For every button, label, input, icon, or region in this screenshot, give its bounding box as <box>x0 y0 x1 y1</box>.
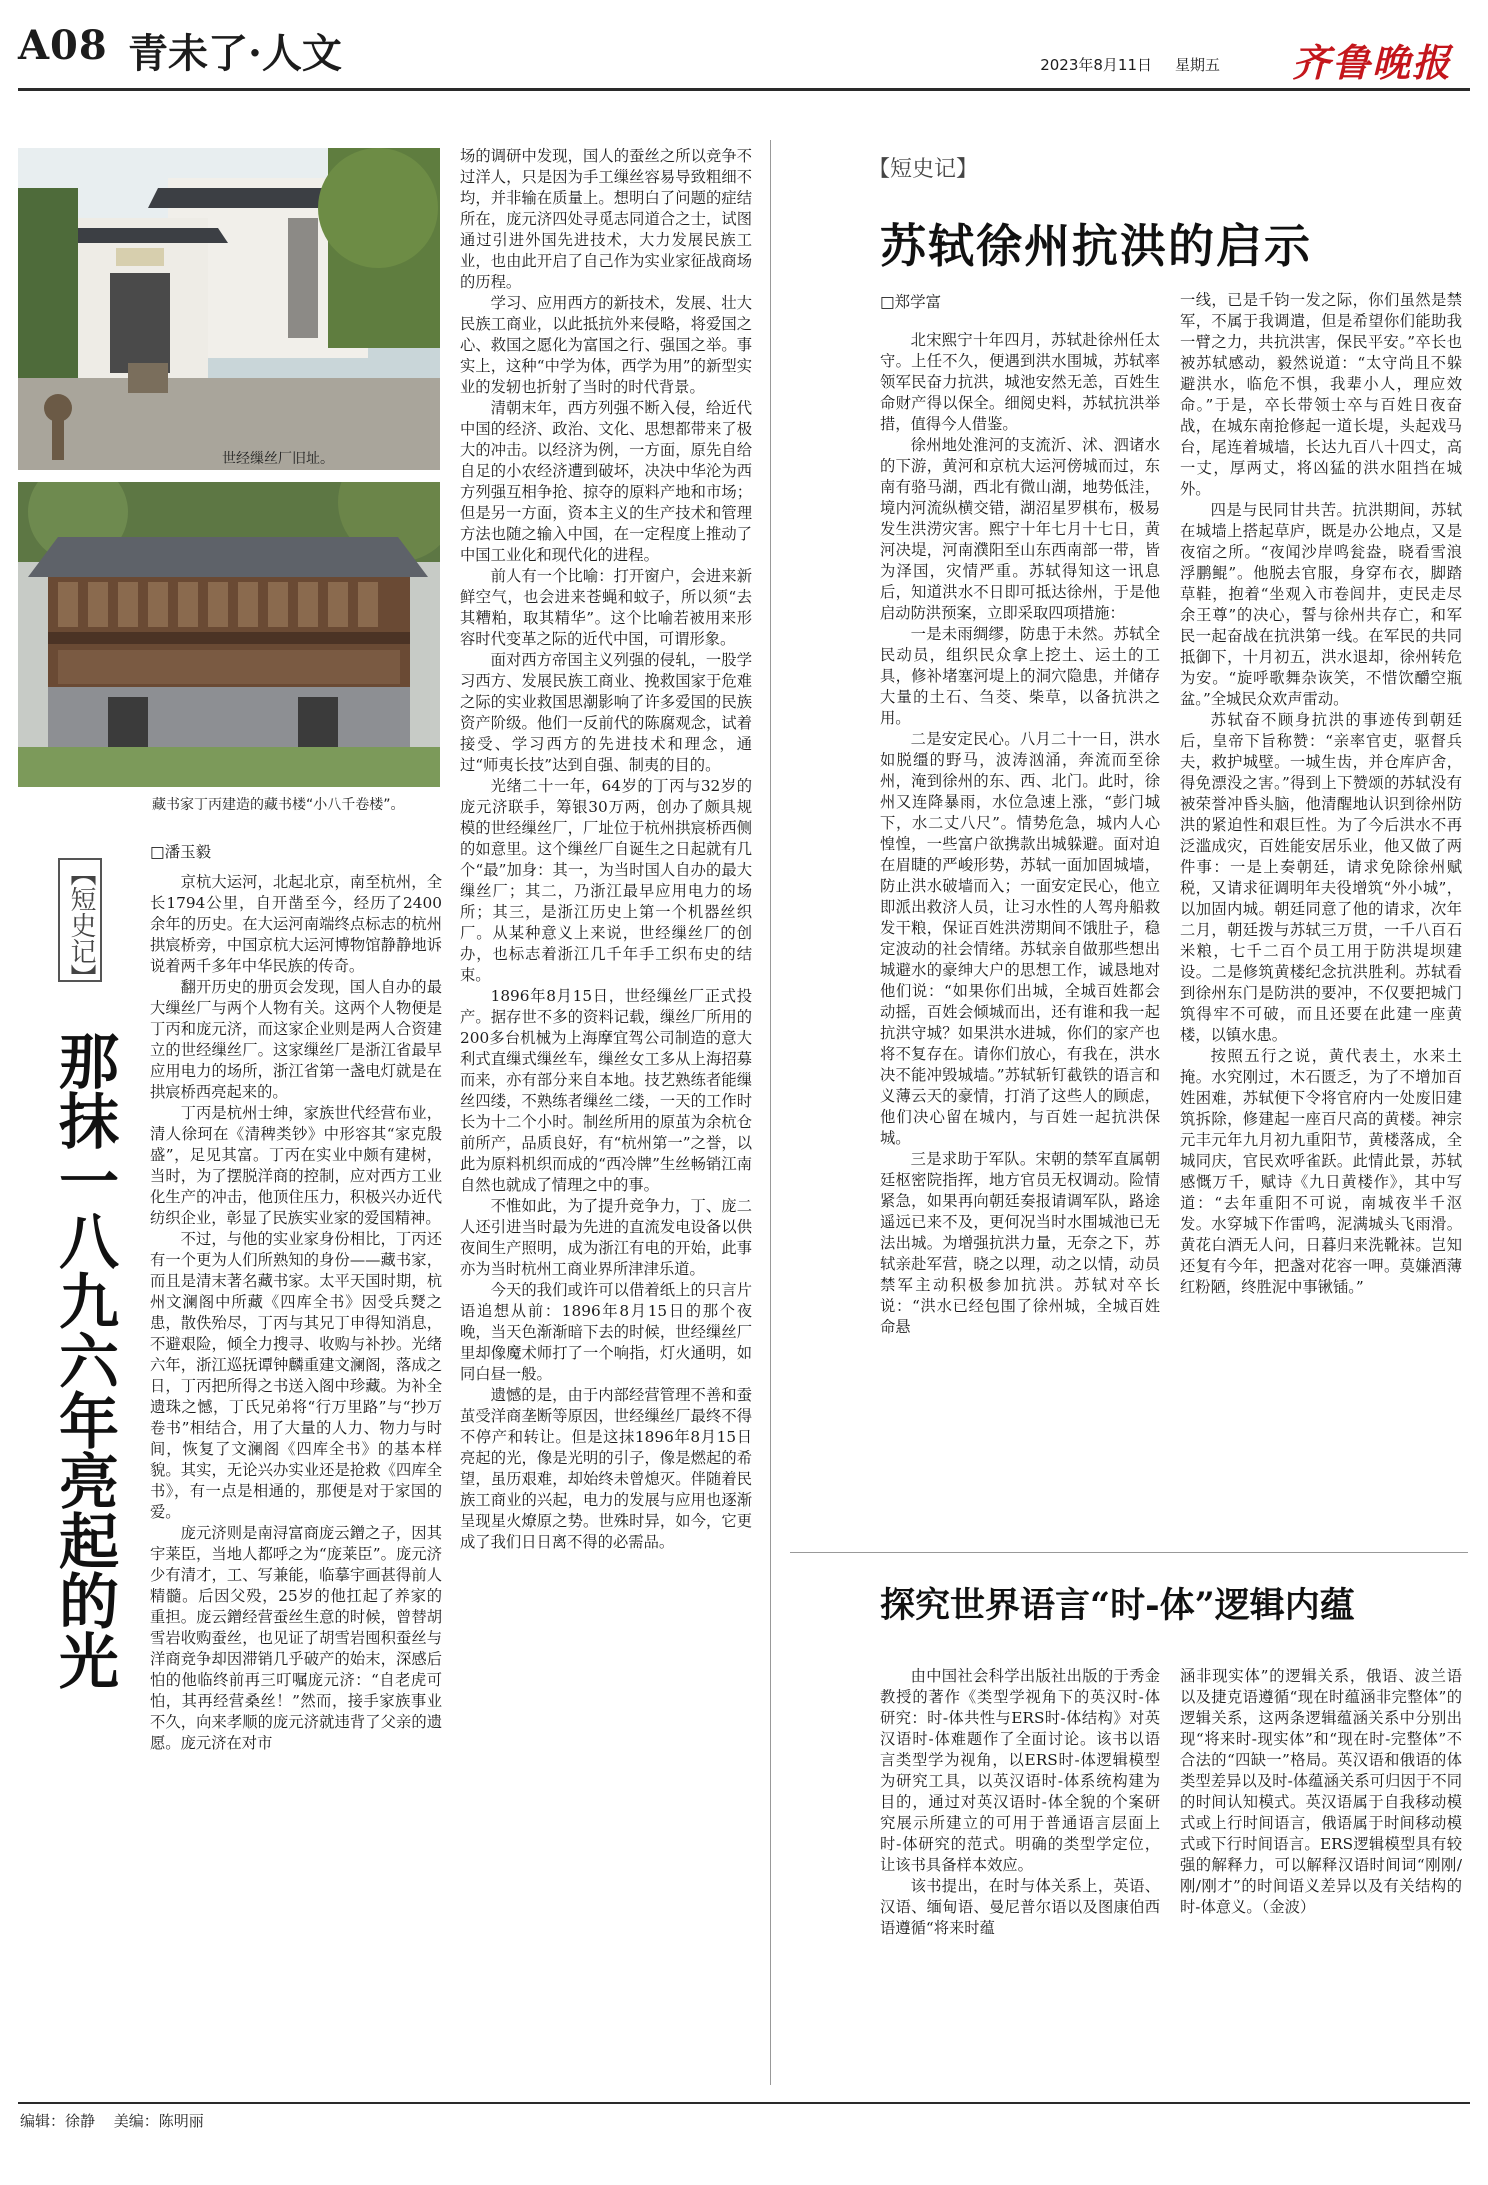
paragraph: 光绪二十一年，64岁的丁丙与32岁的庞元济联手，筹银30万两，创办了颇具规模的世经缫丝厂，厂址位于杭州拱宸桥西侧的如意里。这个缫丝厂自诞生之日起就有几个“最”加身：其一，为当时国人自办的最大缫丝厂；其二，乃浙江最早应用电力的场所；其三，是浙江历史上第一个机器丝织厂。从某种意义上来说，世经缫丝厂的创办，也标志着浙江几千年手工织布史的结束。 <box>460 777 752 984</box>
paragraph: 清朝末年，西方列强不断入侵，给近代中国的经济、政治、文化、思想都带来了极大的冲击。以经济为例，一方面，原先自给自足的小农经济遭到破坏，决决中华沦为西方列强互相争抢、掠夺的原料产地和市场；但是另一方面，资本主义的生产技术和管理方法也随之输入中国，在一定程度上推动了中国工业化和现代化的进程。 <box>460 399 752 564</box>
paragraph: 遗憾的是，由于内部经营管理不善和蚕茧受洋商垄断等原因，世经缫丝厂最终不得不停产和转让。但是这抹1896年8月15日亮起的光，像是光明的引子，像是燃起的希望，虽历艰难，却始终未曾熄灭。伴随着民族工商业的兴起，电力的发展与应用也逐渐呈现星火燎原之势。世殊时异，如今，它更成了我们日日离不得的必需品。 <box>460 1386 752 1551</box>
newspaper-masthead: 齐鲁晚报 <box>1291 40 1452 85</box>
right-article1-title: 苏轼徐州抗洪的启示 <box>880 219 1312 273</box>
paragraph: 1896年8月15日，世经缫丝厂正式投产。据存世不多的资料记载，缫丝厂所用的200多台机械为上海摩宜驾公司制造的意大利式直缫式缫丝车，缫丝女工多从上海招募而来，亦有部分来自本地。技艺熟练者能缫丝四缕，不熟练者缫丝二缕，一天的工作时长为十二个小时。制丝所用的原茧为余杭仓前所产，品质良好，有“杭州第一”之誉，以此为原料机织而成的“西冷牌”生丝畅销江南自然也就成了情理之中的事。 <box>460 987 752 1194</box>
right-article2-col2 <box>1180 1666 1462 2086</box>
right-section-label: 【短史记】 <box>868 157 979 182</box>
header-rule <box>18 88 1470 91</box>
paragraph: 该书提出，在时与体关系上，英语、汉语、缅甸语、曼尼普尔语以及图康伯西语遵循“将来时蕴 <box>880 1877 1160 1937</box>
paragraph: 三是求助于军队。宋朝的禁军直属朝廷枢密院指挥，地方官员无权调动。险情紧急，如果再向朝廷奏报请调军队，路途遥远已来不及，更何况当时水围城池已无法出城。为增强抗洪力量，无奈之下，苏轼亲赴军营，晓之以理，动之以情，动员禁军主动积极参加抗洪。苏轼对卒长说：“洪水已经包围了徐州城，全城百姓命悬 <box>880 1150 1160 1336</box>
paragraph: 场的调研中发现，国人的蚕丝之所以竞争不过洋人，只是因为手工缫丝容易导致粗细不均，并非输在质量上。想明白了问题的症结所在，庞元济四处寻觅志同道合之士，试图通过引进外国先进技术，大力发展民族工业，也由此开启了自己作为实业家征战商场的历程。 <box>460 147 752 291</box>
page-footer <box>20 2110 218 2131</box>
left-article-byline: □潘玉毅 <box>150 843 212 861</box>
paragraph: 按照五行之说，黄代表土，水来土掩。水究刚过，木石匮乏，为了不增加百姓困难，苏轼便下令将官府内一处废旧建筑拆除，修建起一座百尺高的黄楼。神宗元丰元年九月初九重阳节，黄楼落成，全城同庆，官民欢呼雀跃。此情此景，苏轼感慨万千，赋诗《九日黄楼作》，其中写道：“去年重阳不可说，南城夜半千沤发。水穿城下作雷鸣，泥满城头飞雨滑。黄花白酒无人问，日暮归来洗靴袜。岂知还复有今年，把盏对花容一呷。莫嫌酒薄红粉陋，终胜泥中事锹锸。” <box>1180 1047 1462 1296</box>
paragraph: 北宋熙宁十年四月，苏轼赴徐州任太守。上任不久，便遇到洪水围城，苏轼率领军民奋力抗洪，城池安然无恙，百姓生命财产得以保全。细阅史料，苏轼抗洪举措，值得今人借鉴。 <box>880 331 1160 433</box>
page-header <box>18 18 1470 88</box>
paragraph: 今天的我们或许可以借着纸上的只言片语追想从前：1896年8月15日的那个夜晚，当天色渐渐暗下去的时候，世经缫丝厂里却像魔术师打了一个响指，灯火通明，如同白昼一般。 <box>460 1281 752 1383</box>
photo1-caption: 世经缫丝厂旧址。 <box>222 451 334 467</box>
column-divider <box>770 140 771 2085</box>
page-number: A08 <box>18 22 108 69</box>
factory-site-photo <box>18 148 440 470</box>
right-article2-title: 探究世界语言“时-体”逻辑内蕴 <box>880 1585 1355 1626</box>
left-article-title: 那抹一八九六年亮起的光 <box>49 1030 119 1690</box>
issue-weekday: 星期五 <box>1174 56 1220 74</box>
paragraph: 前人有一个比喻：打开窗户，会进来新鲜空气，也会进来苍蝇和蚊子，所以须“去其糟粕，取其精华”。这个比喻若被用来形容时代变革之际的近代中国，可谓形象。 <box>460 567 752 648</box>
paragraph: 京杭大运河，北起北京，南至杭州，全长1794公里，自开凿至今，经历了2400余年的历史。在大运河南端终点标志的杭州拱宸桥旁，中国京杭大运河博物馆静静地诉说着两千多年中华民族的传奇。 <box>150 873 442 975</box>
section-title: 青未了·人文 <box>128 30 342 77</box>
library-building-photo <box>18 482 440 787</box>
paragraph: 一线，已是千钧一发之际，你们虽然是禁军，不属于我调遣，但是希望你们能助我一臂之力，共抗洪害，保民平安。”卒长也被苏轼感动，毅然说道：“太守尚且不躲避洪水，临危不惧，我辈小人，理应效命。”于是，卒长带领士卒与百姓日夜奋战，在城东南抢修起一道长堤，头起戏马台，尾连着城墙，长达九百八十四丈，高一丈，厚两丈，将凶猛的洪水阻挡在城外。 <box>1180 291 1462 498</box>
photo2-caption: 藏书家丁丙建造的藏书楼“小八千卷楼”。 <box>152 797 405 813</box>
right-article1-byline: □郑学富 <box>880 293 942 311</box>
paragraph: 不惟如此，为了提升竞争力，丁、庞二人还引进当时最为先进的直流发电设备以供夜间生产照明，成为浙江有电的开始，此事亦为当时杭州工商业界所津津乐道。 <box>460 1197 752 1278</box>
paragraph: 面对西方帝国主义列强的侵轧，一股学习西方、发展民族工商业、挽救国家于危难之际的实业救国思潮影响了许多爱国的民族资产阶级。他们一反前代的陈腐观念，试着接受、学习西方的先进技术和理念，通过“师夷长技”达到自强、制夷的目的。 <box>460 651 752 774</box>
paragraph: 翻开历史的册页会发现，国人自办的最大缫丝厂与两个人物有关。这两个人物便是丁丙和庞元济，而这家企业则是两人合资建立的世经缫丝厂。这家缫丝厂是浙江省最早应用电力的场所，浙江省第一盏电灯就是在拱宸桥西亮起来的。 <box>150 978 442 1101</box>
paragraph: 一是未雨绸缪，防患于未然。苏轼全民动员，组织民众拿上挖土、运土的工具，修补堵塞河堤上的洞穴隐患，并储存大量的土石、刍茭、柴草，以备抗洪之用。 <box>880 625 1160 727</box>
paragraph: 四是与民同甘共苦。抗洪期间，苏轼在城墙上搭起草庐，既是办公地点，又是夜宿之所。“夜闻沙岸鸣瓮盎，晓看雪浪浮鹏鲲”。他脱去官服，身穿布衣，脚踏草鞋，抱着“坐观入市卷闾井，吏民走尽余王尊”的决心，誓与徐州共存亡，和军民一起奋战在抗洪第一线。在军民的共同抵御下，十月初五，洪水退却，徐州转危为安。“旋呼歌舞杂诙笑，不惜饮釂空瓶盆。”全城民众欢声雷动。 <box>1180 501 1462 708</box>
right-article1-col1 <box>880 330 1160 1535</box>
paragraph: 苏轼奋不顾身抗洪的事迹传到朝廷后，皇帝下旨称赞：“亲率官吏，驱督兵夫，救护城壁。一城生齿，并仓库庐舍，得免漂没之害。”得到上下赞颂的苏轼没有被荣誉冲昏头脑，他清醒地认识到徐州防洪的紧迫性和艰巨性。为了今后洪水不再泛滥成灾，百姓能安居乐业，他又做了两件事：一是上奏朝廷，请求免除徐州赋税，又请求征调明年夫役增筑“外小城”，以加固内城。朝廷同意了他的请求，次年二月，朝廷拨与苏轼三万贯，一千八百石米粮，七千二百个员工用于防洪堤坝建设。二是修筑黄楼纪念抗洪胜利。苏轼看到徐州东门是防洪的要冲，不仅要把城门筑得牢不可破，而且还要在此建一座黄楼，以镇水患。 <box>1180 711 1462 1044</box>
right-article2-col1 <box>880 1666 1160 2086</box>
footer-rule <box>18 2102 1470 2104</box>
paragraph: 丁丙是杭州士绅，家族世代经营布业，清人徐珂在《清稗类钞》中形容其“家克殷盛”，足见其富。丁丙在实业中颇有建树，当时，为了摆脱洋商的控制，应对西方工业化生产的冲击，他顶住压力，积极兴办近代纺织企业，彰显了民族实业家的爱国精神。 <box>150 1104 442 1227</box>
paragraph: 学习、应用西方的新技术，发展、壮大民族工商业，以此抵抗外来侵略，将爱国之心、救国之愿化为富国之行、强国之举。事实上，这种“中学为体，西学为用”的新型实业的发轫也折射了当时的时代背景。 <box>460 294 752 396</box>
editor-credit: 编辑：徐静 <box>20 2112 96 2130</box>
paragraph: 二是安定民心。八月二十一日，洪水如脱缰的野马，波涛汹涌，奔流而至徐州，淹到徐州的东、西、北门。此时，徐州又连降暴雨，水位急速上涨，“彭门城下，水二丈八尺”。情势危急，城内人心惶惶，一些富户欲携款出城躲避。面对迫在眉睫的严峻形势，苏轼一面加固城墙，防止洪水破墙而入；一面安定民心，他立即派出救济人员，让习水性的人驾舟船救发干粮，保证百姓洪涝期间不饿肚子，稳定波动的社会情绪。苏轼亲自做那些想出城避水的豪绅大户的思想工作，诚恳地对他们说：“如果你们出城，全城百姓都会动摇，百姓会倾城而出，还有谁和我一起抗洪守城？如果洪水进城，你们的家产也将不复存在。请你们放心，有我在，洪水决不能冲毁城墙。”苏轼斩钉截铁的语言和义薄云天的豪情，打消了这些人的顾虑，他们决心留在城内，与百姓一起抗洪保城。 <box>880 730 1160 1147</box>
article-divider <box>790 1552 1468 1553</box>
left-article-col1 <box>150 872 442 2080</box>
issue-date: 2023年8月11日 <box>1040 56 1152 74</box>
left-article-col2 <box>460 146 752 2084</box>
left-section-label: 【短史记】 <box>58 858 102 982</box>
paragraph: 庞元济则是南浔富商庞云鏳之子，因其宇莱臣，当地人都呼之为“庞莱臣”。庞元济少有清才，工、写兼能，临摹宇画甚得前人精髓。后因父殁，25岁的他扛起了养家的重担。庞云鏳经营蚕丝生意的时候，曾替胡雪岩收购蚕丝，也见证了胡雪岩囤积蚕丝与洋商竞争却因滞销几乎破产的始末，深感后怕的他临终前再三叮嘱庞元济：“自老虎可怕，其再经营桑丝！”然而，接手家族事业不久，向来孝顺的庞元济就违背了父亲的遗愿。庞元济在对市 <box>150 1524 442 1752</box>
paragraph: 涵非现实体”的逻辑关系，俄语、波兰语以及捷克语遵循“现在时蕴涵非完整体”的逻辑关系，这两条逻辑蕴涵关系中分别出现“将来时-现实体”和“现在时-完整体”不合法的“四缺一”格局。英汉语和俄语的体类型差异以及时-体蕴涵关系可归因于不同的时间认知模式。英汉语属于自我移动模式或上行时间语言，俄语属于时间移动模式或下行时间语言。ERS逻辑模型具有较强的解释力，可以解释汉语时间词“刚刚/刚/刚才”的时间语义差异以及有关结构的时-体意义。（金波） <box>1180 1667 1462 1916</box>
paragraph: 不过，与他的实业家身份相比，丁丙还有一个更为人们所熟知的身份——藏书家，而且是清末著名藏书家。太平天国时期，杭州文澜阁中所藏《四库全书》因受兵燹之患，散佚殆尽，丁丙与其兄丁申得知消息，不避艰险，倾全力搜寻、收购与补抄。光绪六年，浙江巡抚谭钟麟重建文澜阁，落成之日，丁丙把所得之书送入阁中珍藏。为补全遗珠之憾，丁氏兄弟将“行万里路”与“抄万卷书”相结合，用了大量的人力、物力与时间，恢复了文澜阁《四库全书》的基本样貌。其实，无论兴办实业还是抢救《四库全书》，有一点是相通的，那便是对于家国的爱。 <box>150 1230 442 1521</box>
right-article1-col2 <box>1180 290 1462 1535</box>
paragraph: 徐州地处淮河的支流沂、沭、泗诸水的下游，黄河和京杭大运河傍城而过，东南有骆马湖，西北有微山湖，地势低洼，境内河流纵横交错，湖沼星罗棋布，极易发生洪涝灾害。熙宁十年七月十七日，黄河决堤，河南濮阳至山东西南部一带，皆为泽国，灾情严重。苏轼得知这一讯息后，知道洪水不日即可抵达徐州，于是他启动防洪预案，立即采取四项措施： <box>880 436 1160 622</box>
paragraph: 由中国社会科学出版社出版的于秀金教授的著作《类型学视角下的英汉时-体研究：时-体共性与ERS时-体结构》对英汉语时-体难题作了全面讨论。该书以语言类型学为视角，以ERS时-体逻辑模型为研究工具，以英汉语时-体系统构建为目的，通过对英汉语时-体全貌的个案研究展示所建立的可用于普通语言层面上时-体研究的范式。明确的类型学定位，让该书具备样本效应。 <box>880 1667 1160 1874</box>
designer-credit: 美编：陈明丽 <box>113 2112 204 2130</box>
